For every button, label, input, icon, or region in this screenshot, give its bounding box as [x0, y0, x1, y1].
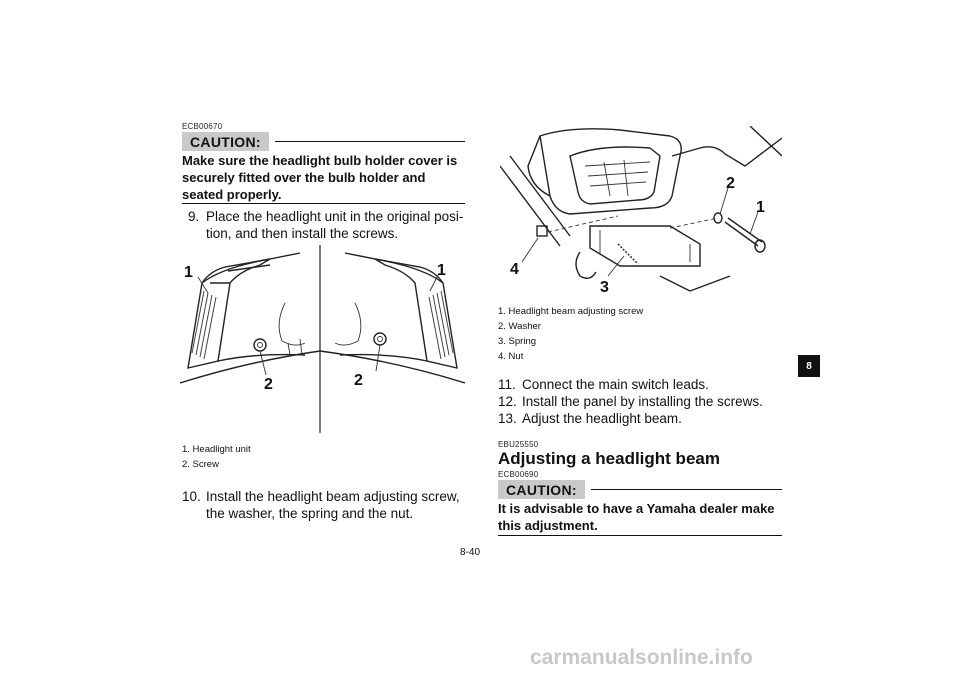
legend-item: 1. Headlight unit [182, 444, 251, 455]
figure2-callout-3: 3 [600, 279, 609, 296]
legend-item: 2. Screw [182, 459, 219, 470]
step-9-number: 9. [188, 209, 200, 224]
caution-text: It is advisable to have a Yamaha dealer make this adjustment. [498, 501, 775, 533]
legend-item: 3. Spring [498, 336, 537, 347]
step-12 [498, 393, 782, 410]
headlight-unit-illustration [180, 243, 465, 435]
headlight-adjuster-illustration [500, 126, 782, 298]
caution-label: CAUTION: [182, 132, 269, 151]
figure1-callout-1-left: 1 [184, 264, 193, 281]
caution-header [182, 132, 465, 151]
step-11-text: Connect the main switch leads. [522, 377, 709, 392]
caution-code: ECB00690 [498, 470, 539, 479]
figure1-callout-2-right: 2 [354, 372, 363, 389]
caution-header [498, 480, 782, 499]
figure1-legend [182, 442, 251, 472]
step-11 [498, 376, 782, 393]
step-10-number: 10. [182, 489, 201, 504]
step-13 [498, 410, 782, 427]
caution-label: CAUTION: [498, 480, 585, 499]
caution-code: ECB00670 [182, 122, 223, 131]
caution-bottom-rule [182, 203, 465, 204]
figure2-callout-4: 4 [510, 261, 519, 278]
watermark: carmanualsonline.info [530, 646, 753, 669]
step-12-text: Install the panel by installing the screws. [522, 394, 763, 409]
section-code: EBU25550 [498, 440, 539, 449]
legend-item: 2. Washer [498, 321, 541, 332]
legend-item: 1. Headlight beam adjusting screw [498, 306, 644, 317]
step-13-number: 13. [498, 411, 517, 426]
figure2-callout-1: 1 [756, 199, 765, 216]
steps-list [498, 376, 782, 427]
step-12-number: 12. [498, 394, 517, 409]
legend-item: 4. Nut [498, 351, 524, 362]
caution-bottom-rule [498, 535, 782, 536]
caution-text: Make sure the headlight bulb holder cover is securely fitted over the bulb holder and seated properly. [182, 153, 458, 202]
step-9-text: Place the headlight unit in the original posi-tion, and then install the screws. [206, 209, 464, 241]
step-11-number: 11. [498, 377, 516, 392]
caution-divider [591, 489, 782, 490]
figure1-callout-1-right: 1 [437, 262, 446, 279]
page-number: 8-40 [460, 547, 481, 558]
section-title: Adjusting a headlight beam [498, 449, 720, 468]
step-13-text: Adjust the headlight beam. [522, 411, 682, 426]
figure2-legend [498, 304, 643, 364]
step-9 [188, 208, 465, 242]
chapter-tab[interactable]: 8 [798, 355, 820, 377]
step-10 [182, 488, 465, 522]
figure1-callout-2-left: 2 [264, 376, 273, 393]
figure2-callout-2: 2 [726, 175, 735, 192]
step-10-text: Install the headlight beam adjusting screw, the washer, the spring and the nut. [206, 489, 460, 521]
caution-divider [275, 141, 465, 142]
